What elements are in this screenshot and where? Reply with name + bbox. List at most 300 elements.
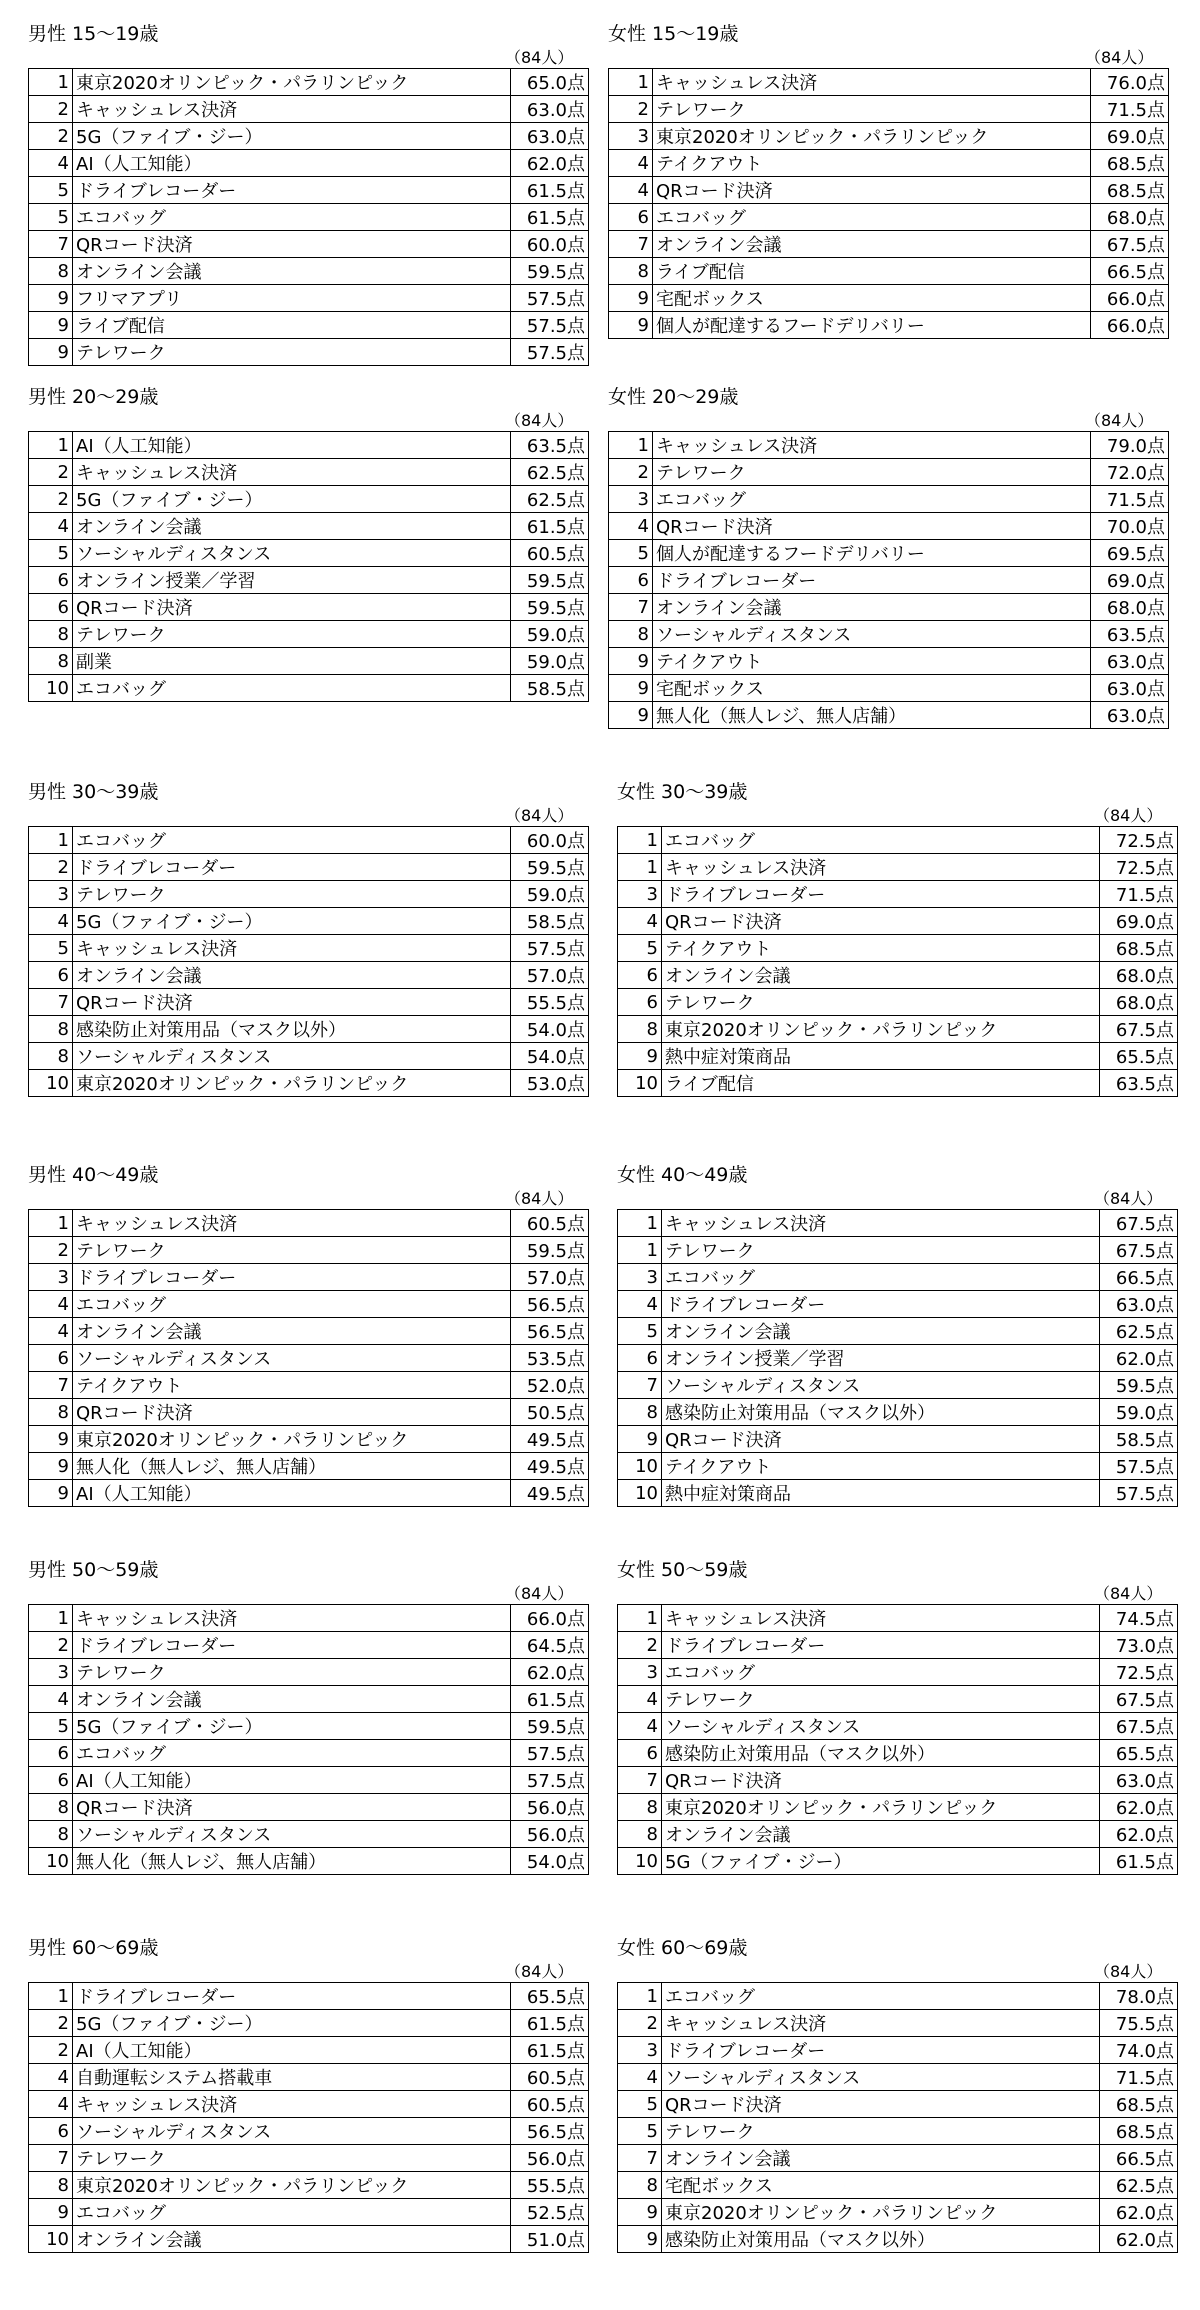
score-value: 57.5点 — [511, 1767, 589, 1794]
table-row — [29, 486, 589, 513]
item-name: QRコード決済 — [73, 989, 511, 1016]
score-value: 66.5点 — [1100, 1264, 1178, 1291]
table-row — [29, 204, 589, 231]
item-name: テイクアウト — [662, 935, 1100, 962]
rank-number: 8 — [618, 1794, 662, 1821]
rank-number: 6 — [609, 567, 653, 594]
item-name: テイクアウト — [73, 1372, 511, 1399]
table-row — [29, 2064, 589, 2091]
table-row — [618, 1821, 1178, 1848]
score-value: 62.0点 — [511, 1659, 589, 1686]
score-value: 68.5点 — [1091, 177, 1169, 204]
rank-number: 2 — [29, 1632, 73, 1659]
table-row — [29, 881, 589, 908]
block-title: 男性 30〜39歳 — [28, 781, 159, 803]
item-name: ソーシャルディスタンス — [73, 1043, 511, 1070]
score-value: 54.0点 — [511, 1016, 589, 1043]
table-row — [618, 1345, 1178, 1372]
rank-number: 9 — [29, 312, 73, 339]
score-value: 67.5点 — [1100, 1016, 1178, 1043]
item-name: キャッシュレス決済 — [73, 96, 511, 123]
rank-number: 2 — [29, 459, 73, 486]
rank-number: 7 — [618, 2145, 662, 2172]
item-name: 感染防止対策用品（マスク以外） — [662, 1740, 1100, 1767]
rank-number: 9 — [618, 2226, 662, 2253]
respondent-count: （84人） — [1085, 411, 1154, 430]
item-name: AI（人工知能） — [73, 1767, 511, 1794]
table-row — [29, 1043, 589, 1070]
table-row — [29, 648, 589, 675]
table-row — [29, 2118, 589, 2145]
score-value: 62.0点 — [1100, 1345, 1178, 1372]
ranking-block-female-15-19 — [608, 22, 1168, 339]
rank-number: 8 — [618, 1016, 662, 1043]
rank-number: 6 — [29, 1740, 73, 1767]
table-row — [609, 486, 1169, 513]
score-value: 63.0点 — [511, 123, 589, 150]
table-row — [609, 177, 1169, 204]
score-value: 63.0点 — [1091, 648, 1169, 675]
rank-number: 8 — [618, 1399, 662, 1426]
rank-number: 6 — [29, 1767, 73, 1794]
table-row — [29, 935, 589, 962]
score-value: 62.0点 — [1100, 1821, 1178, 1848]
score-value: 66.0点 — [1091, 285, 1169, 312]
ranking-block-male-60-69 — [28, 1936, 588, 2253]
rank-number: 9 — [609, 702, 653, 729]
respondent-count: （84人） — [1094, 1584, 1163, 1603]
rank-number: 5 — [618, 1318, 662, 1345]
item-name: QRコード決済 — [662, 2091, 1100, 2118]
table-row — [609, 258, 1169, 285]
table-row — [609, 459, 1169, 486]
score-value: 59.0点 — [511, 621, 589, 648]
item-name: エコバッグ — [662, 827, 1100, 854]
table-row — [609, 675, 1169, 702]
block-title: 女性 15〜19歳 — [608, 23, 739, 45]
rank-number: 2 — [609, 96, 653, 123]
item-name: 熱中症対策商品 — [662, 1480, 1100, 1507]
item-name: オンライン会議 — [662, 962, 1100, 989]
item-name: 感染防止対策用品（マスク以外） — [73, 1016, 511, 1043]
item-name: ドライブレコーダー — [73, 1264, 511, 1291]
score-value: 69.0点 — [1100, 908, 1178, 935]
table-row — [609, 567, 1169, 594]
table-row — [29, 1291, 589, 1318]
score-value: 58.5点 — [511, 908, 589, 935]
item-name: 5G（ファイブ・ジー） — [73, 123, 511, 150]
rank-number: 6 — [29, 1345, 73, 1372]
table-row — [618, 1632, 1178, 1659]
table-row — [29, 2199, 589, 2226]
score-value: 54.0点 — [511, 1043, 589, 1070]
score-value: 76.0点 — [1091, 69, 1169, 96]
table-row — [29, 540, 589, 567]
table-row — [29, 459, 589, 486]
score-value: 59.5点 — [511, 594, 589, 621]
ranking-block-male-20-29 — [28, 385, 588, 702]
rank-number: 6 — [29, 567, 73, 594]
item-name: ソーシャルディスタンス — [73, 2118, 511, 2145]
rank-number: 1 — [618, 827, 662, 854]
score-value: 64.5点 — [511, 1632, 589, 1659]
score-value: 69.0点 — [1091, 567, 1169, 594]
score-value: 59.5点 — [511, 1713, 589, 1740]
rank-number: 2 — [29, 2010, 73, 2037]
table-row — [29, 2010, 589, 2037]
item-name: 宅配ボックス — [662, 2172, 1100, 2199]
item-name: キャッシュレス決済 — [662, 1210, 1100, 1237]
score-value: 61.5点 — [511, 513, 589, 540]
table-row — [29, 1740, 589, 1767]
score-value: 52.5点 — [511, 2199, 589, 2226]
score-value: 61.5点 — [511, 1686, 589, 1713]
item-name: QRコード決済 — [653, 513, 1091, 540]
rank-number: 4 — [29, 1318, 73, 1345]
item-name: ドライブレコーダー — [662, 1632, 1100, 1659]
item-name: AI（人工知能） — [73, 432, 511, 459]
score-value: 71.5点 — [1100, 881, 1178, 908]
item-name: QRコード決済 — [73, 231, 511, 258]
score-value: 63.0点 — [1100, 1767, 1178, 1794]
ranking-table — [617, 1604, 1178, 1875]
score-value: 57.0点 — [511, 1264, 589, 1291]
item-name: テレワーク — [73, 339, 511, 366]
item-name: 個人が配達するフードデリバリー — [653, 312, 1091, 339]
item-name: エコバッグ — [73, 1291, 511, 1318]
table-row — [618, 1480, 1178, 1507]
score-value: 75.5点 — [1100, 2010, 1178, 2037]
table-row — [29, 594, 589, 621]
table-row — [29, 96, 589, 123]
table-row — [618, 1070, 1178, 1097]
item-name: キャッシュレス決済 — [653, 69, 1091, 96]
score-value: 66.5点 — [1091, 258, 1169, 285]
item-name: 東京2020オリンピック・パラリンピック — [662, 1794, 1100, 1821]
item-name: キャッシュレス決済 — [662, 2010, 1100, 2037]
item-name: ソーシャルディスタンス — [662, 1372, 1100, 1399]
rank-number: 9 — [29, 2199, 73, 2226]
respondent-count: （84人） — [505, 1189, 574, 1208]
score-value: 65.0点 — [511, 69, 589, 96]
block-title: 女性 50〜59歳 — [617, 1559, 748, 1581]
rank-number: 6 — [618, 1740, 662, 1767]
item-name: ドライブレコーダー — [653, 567, 1091, 594]
block-title: 男性 50〜59歳 — [28, 1559, 159, 1581]
item-name: テレワーク — [653, 96, 1091, 123]
table-row — [29, 1016, 589, 1043]
item-name: キャッシュレス決済 — [662, 1605, 1100, 1632]
score-value: 63.5点 — [1091, 621, 1169, 648]
rank-number: 1 — [609, 432, 653, 459]
item-name: オンライン会議 — [653, 231, 1091, 258]
table-row — [618, 2064, 1178, 2091]
score-value: 63.0点 — [1100, 1291, 1178, 1318]
item-name: オンライン会議 — [73, 1318, 511, 1345]
score-value: 63.5点 — [1100, 1070, 1178, 1097]
item-name: QRコード決済 — [73, 1794, 511, 1821]
rank-number: 6 — [618, 1345, 662, 1372]
score-value: 62.5点 — [511, 459, 589, 486]
ranking-table — [608, 431, 1169, 729]
score-value: 67.5点 — [1100, 1237, 1178, 1264]
table-row — [609, 594, 1169, 621]
score-value: 65.5点 — [1100, 1740, 1178, 1767]
rank-number: 4 — [618, 1686, 662, 1713]
respondent-count: （84人） — [1085, 48, 1154, 67]
rank-number: 1 — [29, 1605, 73, 1632]
table-row — [29, 962, 589, 989]
table-row — [609, 285, 1169, 312]
rank-number: 1 — [609, 69, 653, 96]
score-value: 71.5点 — [1100, 2064, 1178, 2091]
ranking-block-male-15-19 — [28, 22, 588, 366]
table-row — [29, 908, 589, 935]
item-name: オンライン会議 — [662, 1821, 1100, 1848]
rank-number: 1 — [29, 69, 73, 96]
block-title: 男性 15〜19歳 — [28, 23, 159, 45]
rank-number: 7 — [618, 1767, 662, 1794]
score-value: 56.0点 — [511, 2145, 589, 2172]
score-value: 72.0点 — [1091, 459, 1169, 486]
score-value: 67.5点 — [1100, 1713, 1178, 1740]
item-name: 東京2020オリンピック・パラリンピック — [653, 123, 1091, 150]
rank-number: 9 — [29, 1426, 73, 1453]
item-name: エコバッグ — [662, 1983, 1100, 2010]
score-value: 57.5点 — [1100, 1480, 1178, 1507]
rank-number: 8 — [609, 621, 653, 648]
score-value: 68.5点 — [1100, 2118, 1178, 2145]
table-row — [29, 2145, 589, 2172]
item-name: テレワーク — [73, 1659, 511, 1686]
item-name: テレワーク — [653, 459, 1091, 486]
rank-number: 4 — [29, 908, 73, 935]
rank-number: 8 — [29, 621, 73, 648]
rank-number: 2 — [29, 123, 73, 150]
table-row — [618, 2172, 1178, 2199]
item-name: テレワーク — [662, 1237, 1100, 1264]
score-value: 62.0点 — [1100, 2199, 1178, 2226]
table-row — [609, 69, 1169, 96]
table-row — [618, 1686, 1178, 1713]
item-name: オンライン会議 — [73, 1686, 511, 1713]
item-name: キャッシュレス決済 — [73, 1210, 511, 1237]
rank-number: 10 — [29, 1070, 73, 1097]
item-name: テイクアウト — [662, 1453, 1100, 1480]
item-name: ドライブレコーダー — [73, 1983, 511, 2010]
table-row — [29, 1632, 589, 1659]
table-row — [29, 675, 589, 702]
table-row — [29, 1686, 589, 1713]
score-value: 54.0点 — [511, 1848, 589, 1875]
score-value: 56.5点 — [511, 2118, 589, 2145]
rank-number: 3 — [29, 1264, 73, 1291]
item-name: テイクアウト — [653, 150, 1091, 177]
table-row — [29, 339, 589, 366]
item-name: QRコード決済 — [662, 908, 1100, 935]
table-row — [29, 150, 589, 177]
item-name: 自動運転システム搭載車 — [73, 2064, 511, 2091]
respondent-count: （84人） — [505, 806, 574, 825]
table-row — [29, 1399, 589, 1426]
rank-number: 2 — [618, 1632, 662, 1659]
item-name: エコバッグ — [73, 204, 511, 231]
item-name: 無人化（無人レジ、無人店舗） — [73, 1453, 511, 1480]
table-row — [29, 231, 589, 258]
item-name: QRコード決済 — [73, 1399, 511, 1426]
rank-number: 2 — [618, 2010, 662, 2037]
rank-number: 1 — [29, 827, 73, 854]
score-value: 59.5点 — [511, 258, 589, 285]
item-name: キャッシュレス決済 — [662, 854, 1100, 881]
table-row — [618, 1453, 1178, 1480]
item-name: エコバッグ — [653, 486, 1091, 513]
item-name: QRコード決済 — [73, 594, 511, 621]
item-name: ライブ配信 — [73, 312, 511, 339]
item-name: キャッシュレス決済 — [73, 459, 511, 486]
score-value: 68.5点 — [1100, 2091, 1178, 2118]
item-name: ソーシャルディスタンス — [662, 2064, 1100, 2091]
score-value: 63.0点 — [1091, 675, 1169, 702]
rank-number: 5 — [618, 2091, 662, 2118]
score-value: 59.5点 — [1100, 1372, 1178, 1399]
score-value: 62.5点 — [1100, 2172, 1178, 2199]
item-name: ソーシャルディスタンス — [73, 540, 511, 567]
rank-number: 7 — [609, 231, 653, 258]
ranking-block-female-40-49 — [617, 1163, 1177, 1507]
item-name: 東京2020オリンピック・パラリンピック — [73, 1070, 511, 1097]
score-value: 60.5点 — [511, 2091, 589, 2118]
score-value: 69.5点 — [1091, 540, 1169, 567]
table-row — [609, 231, 1169, 258]
score-value: 61.5点 — [511, 177, 589, 204]
item-name: オンライン会議 — [73, 2226, 511, 2253]
item-name: 無人化（無人レジ、無人店舗） — [653, 702, 1091, 729]
table-row — [29, 2172, 589, 2199]
score-value: 58.5点 — [511, 675, 589, 702]
score-value: 62.5点 — [1100, 1318, 1178, 1345]
item-name: テレワーク — [662, 989, 1100, 1016]
ranking-table — [617, 826, 1178, 1097]
score-value: 57.5点 — [511, 935, 589, 962]
block-title: 女性 60〜69歳 — [617, 1937, 748, 1959]
item-name: フリマアプリ — [73, 285, 511, 312]
table-row — [609, 432, 1169, 459]
score-value: 71.5点 — [1091, 96, 1169, 123]
score-value: 49.5点 — [511, 1480, 589, 1507]
rank-number: 1 — [618, 1210, 662, 1237]
rank-number: 7 — [29, 2145, 73, 2172]
rank-number: 4 — [609, 150, 653, 177]
rank-number: 8 — [29, 1794, 73, 1821]
item-name: エコバッグ — [662, 1264, 1100, 1291]
score-value: 56.5点 — [511, 1291, 589, 1318]
item-name: オンライン授業／学習 — [662, 1345, 1100, 1372]
table-row — [29, 1345, 589, 1372]
rank-number: 2 — [29, 486, 73, 513]
score-value: 78.0点 — [1100, 1983, 1178, 2010]
rank-number: 1 — [618, 854, 662, 881]
item-name: ドライブレコーダー — [662, 881, 1100, 908]
rank-number: 8 — [29, 648, 73, 675]
rank-number: 3 — [609, 486, 653, 513]
table-row — [29, 1210, 589, 1237]
rank-number: 4 — [29, 513, 73, 540]
table-row — [609, 96, 1169, 123]
score-value: 62.5点 — [511, 486, 589, 513]
item-name: オンライン授業／学習 — [73, 567, 511, 594]
score-value: 65.5点 — [511, 1983, 589, 2010]
table-row — [29, 1848, 589, 1875]
rank-number: 6 — [29, 2118, 73, 2145]
rank-number: 7 — [29, 989, 73, 1016]
table-row — [618, 2118, 1178, 2145]
score-value: 62.0点 — [1100, 2226, 1178, 2253]
ranking-block-male-30-39 — [28, 780, 588, 1097]
rank-number: 5 — [618, 935, 662, 962]
rank-number: 3 — [29, 1659, 73, 1686]
rank-number: 9 — [609, 285, 653, 312]
ranking-table — [28, 68, 589, 366]
item-name: テレワーク — [662, 1686, 1100, 1713]
item-name: 5G（ファイブ・ジー） — [73, 1713, 511, 1740]
item-name: エコバッグ — [73, 1740, 511, 1767]
score-value: 73.0点 — [1100, 1632, 1178, 1659]
table-row — [618, 962, 1178, 989]
rank-number: 2 — [29, 1237, 73, 1264]
table-row — [29, 1264, 589, 1291]
item-name: テイクアウト — [653, 648, 1091, 675]
item-name: 感染防止対策用品（マスク以外） — [662, 1399, 1100, 1426]
rank-number: 4 — [609, 177, 653, 204]
rank-number: 4 — [618, 1291, 662, 1318]
table-row — [29, 1983, 589, 2010]
item-name: テレワーク — [73, 621, 511, 648]
rank-number: 2 — [29, 96, 73, 123]
table-row — [29, 258, 589, 285]
item-name: エコバッグ — [73, 2199, 511, 2226]
table-row — [618, 908, 1178, 935]
score-value: 68.5点 — [1100, 935, 1178, 962]
rank-number: 5 — [609, 540, 653, 567]
rank-number: 9 — [29, 339, 73, 366]
score-value: 57.5点 — [511, 285, 589, 312]
score-value: 59.0点 — [1100, 1399, 1178, 1426]
score-value: 70.0点 — [1091, 513, 1169, 540]
block-title: 男性 20〜29歳 — [28, 386, 159, 408]
ranking-table — [28, 1209, 589, 1507]
score-value: 67.5点 — [1091, 231, 1169, 258]
table-row — [29, 1480, 589, 1507]
rank-number: 1 — [29, 1210, 73, 1237]
table-row — [29, 2091, 589, 2118]
item-name: ライブ配信 — [653, 258, 1091, 285]
table-row — [618, 827, 1178, 854]
ranking-table — [617, 1982, 1178, 2253]
table-row — [609, 123, 1169, 150]
item-name: ドライブレコーダー — [73, 854, 511, 881]
rank-number: 5 — [29, 540, 73, 567]
score-value: 71.5点 — [1091, 486, 1169, 513]
rank-number: 2 — [29, 854, 73, 881]
score-value: 52.0点 — [511, 1372, 589, 1399]
rank-number: 9 — [609, 675, 653, 702]
table-row — [618, 881, 1178, 908]
table-row — [618, 1237, 1178, 1264]
score-value: 51.0点 — [511, 2226, 589, 2253]
score-value: 63.0点 — [511, 96, 589, 123]
rank-number: 3 — [29, 881, 73, 908]
